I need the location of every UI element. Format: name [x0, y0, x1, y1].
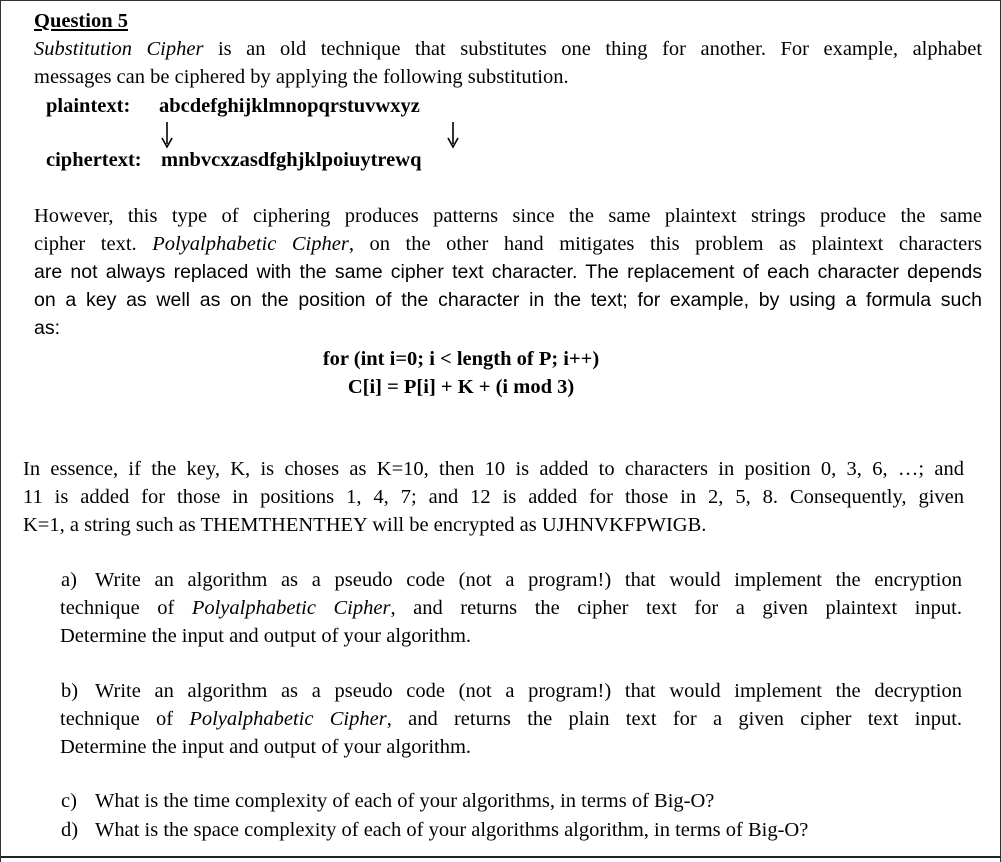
formula-line-1: for (int i=0; i < length of P; i++)	[322, 348, 600, 370]
part-a-line-2: technique of Polyalphabetic Cipher, and returns the cipher text for a given plaintext input.	[60, 597, 963, 619]
para2-line-2: cipher text. Polyalphabetic Cipher, on the other hand mitigates this problem as plaintext characters	[34, 233, 982, 255]
question-title: Question 5	[34, 10, 128, 32]
para3-line-1: In essence, if the key, K, is choses as K=10, then 10 is added to characters in position 0, 3, 6, …; and	[23, 458, 964, 480]
substitution-cipher-term: Substitution Cipher	[34, 38, 204, 60]
part-b-line-3: Determine the input and output of your algorithm.	[60, 736, 472, 758]
part-d-text: What is the space complexity of each of your algorithms algorithm, in terms of Big-O?	[95, 819, 809, 841]
part-c-marker: c)	[61, 790, 77, 812]
para2-line-3: are not always replaced with the same cipher text character. The replacement of each character depends	[34, 261, 982, 283]
part-b-line-2: technique of Polyalphabetic Cipher, and returns the plain text for a given cipher text input.	[60, 708, 963, 730]
para3-line-2: 11 is added for those in positions 1, 4, 7; and 12 is added for those in 2, 5, 8. Consequently, given	[23, 486, 964, 508]
part-c-text: What is the time complexity of each of your algorithms, in terms of Big-O?	[95, 790, 715, 812]
bottom-rule	[1, 856, 1000, 858]
intro-line-2: messages can be ciphered by applying the following substitution.	[34, 66, 569, 88]
formula-line-2: C[i] = P[i] + K + (i mod 3)	[347, 376, 575, 398]
ciphertext-label: ciphertext:	[46, 149, 142, 171]
plaintext-label: plaintext:	[46, 95, 131, 117]
polyalphabetic-cipher-term: Polyalphabetic Cipher	[191, 597, 391, 619]
part-b-line-1: Write an algorithm as a pseudo code (not a program!) that would implement the decryption	[95, 680, 962, 702]
arrow-down-icon	[159, 120, 175, 150]
part-a-line-3: Determine the input and output of your algorithm.	[60, 625, 472, 647]
intro-line-1: Substitution Cipher is an old technique that substitutes one thing for another. For example, alphabet	[34, 38, 983, 60]
ciphertext-alphabet: mnbvcxzasdfghjklpoiuytrewq	[161, 149, 422, 171]
part-b-marker: b)	[61, 680, 79, 702]
para3-line-3: K=1, a string such as THEMTHENTHEY will be encrypted as UJHNVKFPWIGB.	[23, 514, 707, 536]
para2-line-1: However, this type of ciphering produces patterns since the same plaintext strings produce the same	[34, 205, 982, 227]
polyalphabetic-cipher-term: Polyalphabetic Cipher	[152, 233, 349, 255]
para2-line-5: as:	[34, 317, 61, 339]
polyalphabetic-cipher-term: Polyalphabetic Cipher	[189, 708, 387, 730]
part-a-marker: a)	[61, 569, 77, 591]
part-a-line-1: Write an algorithm as a pseudo code (not a program!) that would implement the encryption	[95, 569, 962, 591]
plaintext-alphabet: abcdefghijklmnopqrstuvwxyz	[159, 95, 420, 117]
part-d-marker: d)	[61, 819, 79, 841]
arrow-down-icon	[445, 120, 461, 150]
para2-line-4: on a key as well as on the position of the character in the text; for example, by using a formula such	[34, 289, 982, 311]
